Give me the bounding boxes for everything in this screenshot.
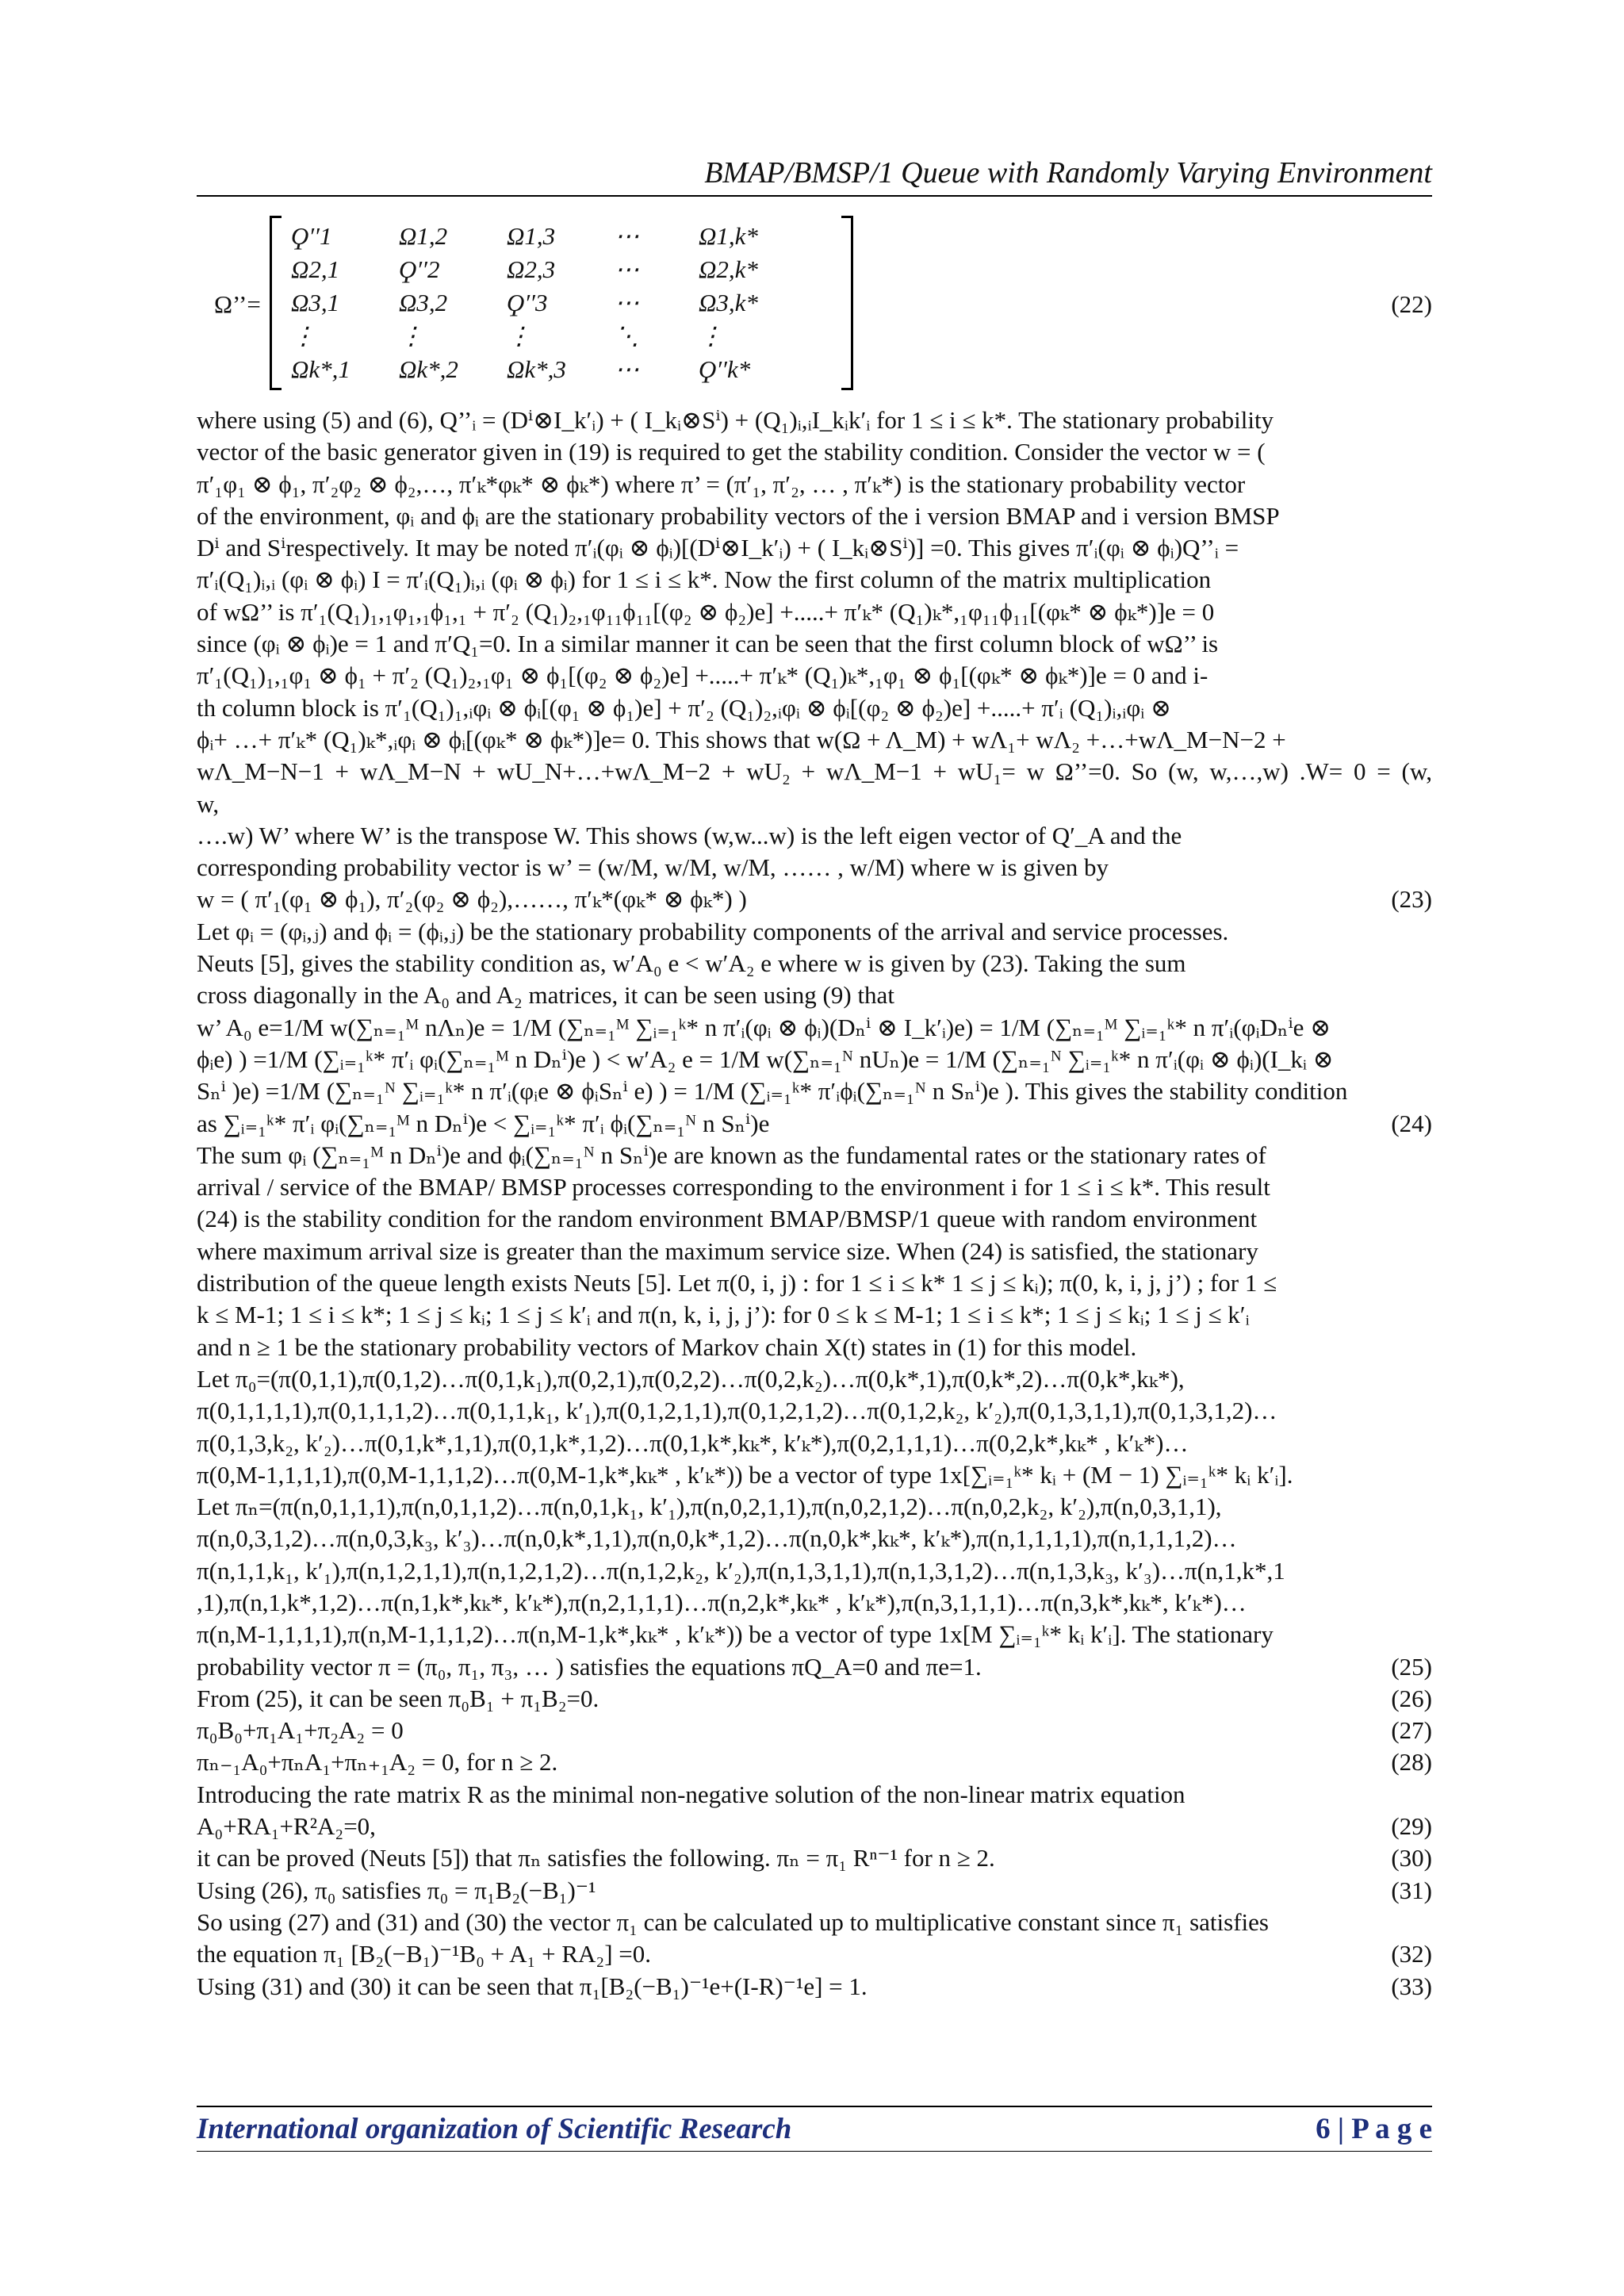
footer-rule-lower bbox=[197, 2151, 1432, 2152]
text-line bbox=[197, 1012, 1432, 1044]
matrix-cell: ⋯ bbox=[615, 222, 639, 250]
text-line bbox=[197, 692, 1432, 724]
text-line bbox=[197, 436, 1432, 468]
text-line bbox=[197, 1555, 1432, 1587]
line-text: th column block is π′₁(Q₁)₁,ᵢφᵢ ⊗ ϕᵢ[(φ₁ ⊗ ϕ₁)e] + π′₂ (Q₁)₂,ᵢφᵢ ⊗ ϕᵢ[(φ₂ ⊗ ϕ₂)e] +.....+ π′ᵢ (Q₁)ᵢ,ᵢφᵢ ⊗ bbox=[197, 693, 1172, 722]
text-line bbox=[197, 532, 1432, 564]
footer-rule bbox=[197, 2106, 1432, 2107]
line-text: From (25), it can be seen π₀B₁ + π₁B₂=0. bbox=[197, 1684, 599, 1712]
matrix-cell: Ω3,k* bbox=[699, 289, 758, 316]
matrix-cell: Ω1,k* bbox=[699, 222, 758, 250]
matrix-row bbox=[291, 254, 837, 286]
equation-number: (27) bbox=[1391, 1716, 1432, 1745]
line-text: Sₙⁱ )e) =1/M (∑ₙ₌₁ᴺ ∑ᵢ₌₁ᵏ* n π′ᵢ(φᵢe ⊗ ϕᵢSₙⁱ e) ) = 1/M (∑ᵢ₌₁ᵏ* π′ᵢϕᵢ(∑ₙ₌₁ᴺ n Sₙⁱ)e ). This gives the stability condition bbox=[197, 1077, 1348, 1106]
text-line bbox=[197, 1108, 1432, 1140]
paragraph-lines bbox=[197, 404, 1432, 2003]
text-line bbox=[197, 1171, 1432, 1203]
text-line bbox=[197, 1332, 1432, 1363]
matrix-cell: Ϙ′′2 bbox=[399, 255, 440, 283]
line-text: π₀B₀+π₁A₁+π₂A₂ = 0 bbox=[197, 1716, 404, 1745]
text-line bbox=[197, 1683, 1432, 1715]
line-text: π′₁φ₁ ⊗ ϕ₁, π′₂φ₂ ⊗ ϕ₂,…, π′ₖ*φₖ* ⊗ ϕₖ*) where π’ = (π′₁, π′₂, … , π′ₖ*) is the stationary probability vector bbox=[197, 470, 1246, 498]
text-line bbox=[197, 1140, 1432, 1171]
body-text bbox=[197, 216, 1432, 2003]
line-text: Dⁱ and Sⁱrespectively. It may be noted π′ᵢ(φᵢ ⊗ ϕᵢ)[(Dⁱ⊗I_k′ᵢ) + ( I_kᵢ⊗Sⁱ)] =0. This gives π′ᵢ(φᵢ ⊗ ϕᵢ)Q’’ᵢ = bbox=[197, 534, 1239, 562]
matrix-cell: ⋯ bbox=[615, 255, 639, 283]
line-text: Neuts [5], gives the stability condition as, w′A₀ e < w′A₂ e where w is given by (23). Taking the sum bbox=[197, 949, 1186, 978]
line-text: π′₁(Q₁)₁,₁φ₁ ⊗ ϕ₁ + π′₂ (Q₁)₂,₁φ₁ ⊗ ϕ₁[(φ₂ ⊗ ϕ₂)e] +.....+ π′ₖ* (Q₁)ₖ*,₁φ₁ ⊗ ϕ₁[(φₖ* ⊗ ϕₖ*)]e = 0 and i- bbox=[197, 661, 1208, 690]
text-line bbox=[197, 1938, 1432, 1970]
matrix-cell: Ωk*,1 bbox=[291, 355, 350, 383]
matrix-cell: ⋮ bbox=[699, 322, 723, 350]
matrix-cell: Ϙ′′k* bbox=[699, 355, 751, 383]
omega-matrix bbox=[270, 216, 853, 390]
matrix-row bbox=[291, 287, 837, 319]
text-line bbox=[197, 1715, 1432, 1746]
text-line bbox=[197, 564, 1432, 596]
matrix-cell: Ϙ′′1 bbox=[291, 222, 332, 250]
line-text: of wΩ’’ is π′₁(Q₁)₁,₁φ₁,₁ϕ₁,₁ + π′₂ (Q₁)₂,₁φ₁₁ϕ₁₁[(φ₂ ⊗ ϕ₂)e] +.....+ π′ₖ* (Q₁)ₖ*,₁φ₁₁ϕ₁₁[(φₖ* ⊗ ϕₖ*)]e = 0 bbox=[197, 597, 1215, 626]
text-line bbox=[197, 852, 1432, 884]
text-line bbox=[197, 979, 1432, 1011]
equation-number: (28) bbox=[1391, 1748, 1432, 1777]
text-line bbox=[197, 596, 1432, 628]
text-line bbox=[197, 1363, 1432, 1395]
matrix-row bbox=[291, 354, 837, 385]
line-text: cross diagonally in the A₀ and A₂ matrices, it can be seen using (9) that bbox=[197, 981, 894, 1010]
text-line bbox=[197, 1428, 1432, 1459]
matrix-cell: ⋮ bbox=[399, 322, 423, 350]
line-text: probability vector π = (π₀, π₁, π₃, … ) satisfies the equations πQ_A=0 and πe=1. bbox=[197, 1652, 982, 1681]
text-line bbox=[197, 1491, 1432, 1523]
line-text: A₀+RA₁+R²A₂=0, bbox=[197, 1812, 376, 1841]
text-line bbox=[197, 724, 1432, 756]
matrix-lhs: Ω’’= bbox=[214, 290, 261, 318]
matrix-row bbox=[291, 220, 837, 252]
text-line bbox=[197, 756, 1432, 820]
matrix-cell: Ω2,k* bbox=[699, 255, 758, 283]
matrix-cell: Ω3,1 bbox=[291, 289, 340, 316]
line-text: since (φᵢ ⊗ ϕᵢ)e = 1 and π′Q₁=0. In a similar manner it can be seen that the first column block of wΩ’’ is bbox=[197, 630, 1219, 658]
line-text: corresponding probability vector is w’ = (w/M, w/M, w/M, …… , w/M) where w is given by bbox=[197, 853, 1109, 882]
line-text: πₙ₋₁A₀+πₙA₁+πₙ₊₁A₂ = 0, for n ≥ 2. bbox=[197, 1748, 558, 1777]
text-line bbox=[197, 1044, 1432, 1075]
text-line bbox=[197, 1236, 1432, 1267]
matrix-cell: Ω3,2 bbox=[399, 289, 448, 316]
matrix-cell: ⋯ bbox=[615, 355, 639, 383]
line-text: π(0,1,3,k₂, k′₂)…π(0,1,k*,1,1),π(0,1,k*,1,2)…π(0,1,k*,kₖ*, k′ₖ*),π(0,2,1,1,1)…π(0,2,k*,kₖ* , k′ₖ*)… bbox=[197, 1428, 1189, 1457]
text-line bbox=[197, 1971, 1432, 2003]
line-text: ϕᵢ+ …+ π′ₖ* (Q₁)ₖ*,ᵢφᵢ ⊗ ϕᵢ[(φₖ* ⊗ ϕₖ*)]e= 0. This shows that w(Ω + Λ_M) + wΛ₁+ wΛ₂ +…+wΛ_M−N−2 + bbox=[197, 725, 1286, 753]
line-text: Let πₙ=(π(n,0,1,1,1),π(n,0,1,1,2)…π(n,0,1,k₁, k′₁),π(n,0,2,1,1),π(n,0,2,1,2)…π(n,0,2,k₂, k′₂),π(n,0,3,1,1), bbox=[197, 1493, 1222, 1521]
matrix-cell: Ω2,1 bbox=[291, 255, 340, 283]
text-line bbox=[197, 1587, 1432, 1619]
text-line bbox=[197, 820, 1432, 852]
equation-number: (24) bbox=[1391, 1109, 1432, 1137]
equation-number: (22) bbox=[1391, 290, 1432, 318]
line-text: arrival / service of the BMAP/ BMSP processes corresponding to the environment i for 1 ≤ i ≤ k*. This result bbox=[197, 1173, 1270, 1202]
matrix-cell: Ω1,3 bbox=[507, 222, 556, 250]
text-line bbox=[197, 1746, 1432, 1778]
text-line bbox=[197, 1395, 1432, 1427]
equation-number: (29) bbox=[1391, 1812, 1432, 1841]
text-line bbox=[197, 1907, 1432, 1938]
text-line bbox=[197, 1459, 1432, 1491]
equation-number: (26) bbox=[1391, 1684, 1432, 1712]
text-line bbox=[197, 1523, 1432, 1554]
matrix-cell: ⋮ bbox=[291, 322, 316, 350]
text-line bbox=[197, 1811, 1432, 1842]
line-text: π(n,M-1,1,1,1),π(n,M-1,1,1,2)…π(n,M-1,k*,kₖ* , k′ₖ*)) be a vector of type 1x[M ∑ᵢ₌₁ᵏ* kᵢ k′ᵢ]. The stationary bbox=[197, 1620, 1274, 1649]
line-text: Using (26), π₀ satisfies π₀ = π₁B₂(−B₁)⁻¹ bbox=[197, 1876, 596, 1904]
line-text: ϕᵢe) ) =1/M (∑ᵢ₌₁ᵏ* π′ᵢ φᵢ(∑ₙ₌₁ᴹ n Dₙⁱ)e ) < w′A₂ e = 1/M w(∑ₙ₌₁ᴺ nUₙ)e = 1/M (∑ₙ₌₁ᴺ ∑ᵢ₌₁ᵏ* n π′ᵢ(φᵢ ⊗ ϕᵢ)(I_kᵢ ⊗ bbox=[197, 1045, 1334, 1073]
line-text: Introducing the rate matrix R as the minimal non-negative solution of the non-linear matrix equation bbox=[197, 1780, 1185, 1808]
text-line bbox=[197, 628, 1432, 660]
line-text: The sum φᵢ (∑ₙ₌₁ᴹ n Dₙⁱ)e and ϕᵢ(∑ₙ₌₁ᴺ n Sₙⁱ)e are known as the fundamental rates or the stationary rates of bbox=[197, 1140, 1266, 1169]
matrix-cell: ⋯ bbox=[615, 289, 639, 316]
line-text: w = ( π′₁(φ₁ ⊗ ϕ₁), π′₂(φ₂ ⊗ ϕ₂),……, π′ₖ*(φₖ* ⊗ ϕₖ*) ) bbox=[197, 885, 747, 914]
line-text: it can be proved (Neuts [5]) that πₙ satisfies the following. πₙ = π₁ Rⁿ⁻¹ for n ≥ 2. bbox=[197, 1844, 995, 1872]
line-text: Let π₀=(π(0,1,1),π(0,1,2)…π(0,1,k₁),π(0,2,1),π(0,2,2)…π(0,2,k₂)…π(0,k*,1),π(0,k*,2)…π(0,k*,kₖ*), bbox=[197, 1364, 1185, 1393]
header-rule bbox=[197, 195, 1432, 197]
line-text: π(0,M-1,1,1,1),π(0,M-1,1,1,2)…π(0,M-1,k*,kₖ* , k′ₖ*)) be a vector of type 1x[∑ᵢ₌₁ᵏ* kᵢ + (M − 1) ∑ᵢ₌₁ᵏ* kᵢ k′ᵢ]. bbox=[197, 1460, 1293, 1489]
line-text: distribution of the queue length exists Neuts [5]. Let π(0, i, j) : for 1 ≤ i ≤ k* 1 ≤ j ≤ kᵢ); π(0, k, i, j, j’) ; for 1 ≤ bbox=[197, 1269, 1277, 1297]
text-line bbox=[197, 500, 1432, 532]
line-text: Using (31) and (30) it can be seen that π₁[B₂(−B₁)⁻¹e+(I-R)⁻¹e] = 1. bbox=[197, 1972, 868, 2000]
matrix-cell: Ϙ′′3 bbox=[507, 289, 548, 316]
text-line bbox=[197, 884, 1432, 915]
line-text: π′ᵢ(Q₁)ᵢ,ᵢ (φᵢ ⊗ ϕᵢ) I = π′ᵢ(Q₁)ᵢ,ᵢ (φᵢ ⊗ ϕᵢ) for 1 ≤ i ≤ k*. Now the first column of the matrix multiplication bbox=[197, 565, 1212, 594]
text-line bbox=[197, 1075, 1432, 1107]
matrix-cell: Ωk*,3 bbox=[507, 355, 566, 383]
line-text: where maximum arrival size is greater than the maximum service size. When (24) is satisfied, the stationary bbox=[197, 1236, 1258, 1265]
matrix-cell: ⋮ bbox=[507, 322, 531, 350]
line-text: of the environment, φᵢ and ϕᵢ are the stationary probability vectors of the i version BMAP and i version BMSP bbox=[197, 501, 1280, 530]
line-text: the equation π₁ [B₂(−B₁)⁻¹B₀ + A₁ + RA₂] =0. bbox=[197, 1940, 652, 1968]
line-text: and n ≥ 1 be the stationary probability vectors of Markov chain X(t) states in (1) for this model. bbox=[197, 1332, 1137, 1361]
line-text: ,1),π(n,1,k*,1,2)…π(n,1,k*,kₖ*, k′ₖ*),π(n,2,1,1,1)…π(n,2,k*,kₖ* , k′ₖ*),π(n,3,1,1,1)…π(n,3,k*,kₖ*, k′ₖ*)… bbox=[197, 1588, 1247, 1616]
text-line bbox=[197, 404, 1432, 436]
text-line bbox=[197, 948, 1432, 979]
equation-number: (30) bbox=[1391, 1844, 1432, 1872]
text-line bbox=[197, 1299, 1432, 1331]
matrix-row bbox=[291, 320, 837, 352]
text-line bbox=[197, 1842, 1432, 1874]
line-text: k ≤ M-1; 1 ≤ i ≤ k*; 1 ≤ j ≤ kᵢ; 1 ≤ j ≤ k′ᵢ and π(n, k, i, j, j’): for 0 ≤ k ≤ M-1; 1 ≤ i ≤ k*; 1 ≤ j ≤ kᵢ; 1 ≤ j ≤ k′ᵢ bbox=[197, 1301, 1250, 1329]
line-text: Let φᵢ = (φᵢ,ⱼ) and ϕᵢ = (ϕᵢ,ⱼ) be the stationary probability components of the arrival and service processes. bbox=[197, 917, 1229, 945]
line-text: (24) is the stability condition for the random environment BMAP/BMSP/1 queue with random environment bbox=[197, 1205, 1258, 1233]
line-text: as ∑ᵢ₌₁ᵏ* π′ᵢ φᵢ(∑ₙ₌₁ᴹ n Dₙⁱ)e < ∑ᵢ₌₁ᵏ* π′ᵢ ϕᵢ(∑ₙ₌₁ᴺ n Sₙⁱ)e bbox=[197, 1109, 770, 1137]
equation-number: (25) bbox=[1391, 1652, 1432, 1681]
equation-number: (31) bbox=[1391, 1876, 1432, 1904]
equation-number: (23) bbox=[1391, 885, 1432, 914]
matrix-cell: ⋱ bbox=[615, 322, 639, 350]
matrix-cell: Ω2,3 bbox=[507, 255, 556, 283]
matrix-cell: Ωk*,2 bbox=[399, 355, 458, 383]
text-line bbox=[197, 469, 1432, 500]
line-text: π(n,1,1,k₁, k′₁),π(n,1,2,1,1),π(n,1,2,1,2)…π(n,1,2,k₂, k′₂),π(n,1,3,1,1),π(n,1,3,1,2)…π(n,1,3,k₃, k′₃)…π(n,1,k*,1 bbox=[197, 1556, 1285, 1585]
page-number: 6 | P a g e bbox=[1316, 2113, 1432, 2145]
text-line bbox=[197, 916, 1432, 948]
line-text: w’ A₀ e=1/M w(∑ₙ₌₁ᴹ nΛₙ)e = 1/M (∑ₙ₌₁ᴹ ∑ᵢ₌₁ᵏ* n π′ᵢ(φᵢ ⊗ ϕᵢ)(Dₙⁱ ⊗ I_k′ᵢ)e) = 1/M (∑ₙ₌₁ᴹ ∑ᵢ₌₁ᵏ* n π′ᵢ(φᵢDₙⁱe ⊗ bbox=[197, 1013, 1331, 1041]
text-line bbox=[197, 1779, 1432, 1811]
line-text: vector of the basic generator given in (19) is required to get the stability condition. Consider the vector w = ( bbox=[197, 438, 1266, 466]
omega-matrix-equation bbox=[197, 216, 1432, 400]
equation-number: (32) bbox=[1391, 1940, 1432, 1968]
text-line bbox=[197, 1875, 1432, 1907]
text-line bbox=[197, 1651, 1432, 1683]
journal-name: International organization of Scientific Research bbox=[197, 2113, 792, 2145]
text-line bbox=[197, 660, 1432, 692]
text-line bbox=[197, 1203, 1432, 1235]
line-text: π(n,0,3,1,2)…π(n,0,3,k₃, k′₃)…π(n,0,k*,1,1),π(n,0,k*,1,2)…π(n,0,k*,kₖ*, k′ₖ*),π(n,1,1,1,1),π(n,1,1,1,2)… bbox=[197, 1524, 1237, 1553]
matrix-cell: Ω1,2 bbox=[399, 222, 448, 250]
equation-number: (33) bbox=[1391, 1972, 1432, 2000]
line-text: wΛ_M−N−1 + wΛ_M−N + wU_N+…+wΛ_M−2 + wU₂ + wΛ_M−1 + wU₁= w Ω’’=0. So (w, w,…,w) .W= 0 = (w, w, bbox=[197, 757, 1432, 818]
line-text: So using (27) and (31) and (30) the vector π₁ can be calculated up to multiplicative constant since π₁ satisfies bbox=[197, 1907, 1269, 1936]
line-text: where using (5) and (6), Q’’ᵢ = (Dⁱ⊗I_k′ᵢ) + ( I_kᵢ⊗Sⁱ) + (Q₁)ᵢ,ᵢI_kᵢk′ᵢ for 1 ≤ i ≤ k*. The stationary probability bbox=[197, 406, 1274, 434]
line-text: ….w) W’ where W’ is the transpose W. This shows (w,w...w) is the left eigen vector of Q′_A and the bbox=[197, 821, 1182, 849]
text-line bbox=[197, 1619, 1432, 1650]
text-line bbox=[197, 1267, 1432, 1299]
running-title: BMAP/BMSP/1 Queue with Randomly Varying Environment bbox=[704, 156, 1432, 190]
line-text: π(0,1,1,1,1),π(0,1,1,1,2)…π(0,1,1,k₁, k′₁),π(0,1,2,1,1),π(0,1,2,1,2)…π(0,1,2,k₂, k′₂),π(0,1,3,1,1),π(0,1,3,1,2)… bbox=[197, 1397, 1277, 1425]
